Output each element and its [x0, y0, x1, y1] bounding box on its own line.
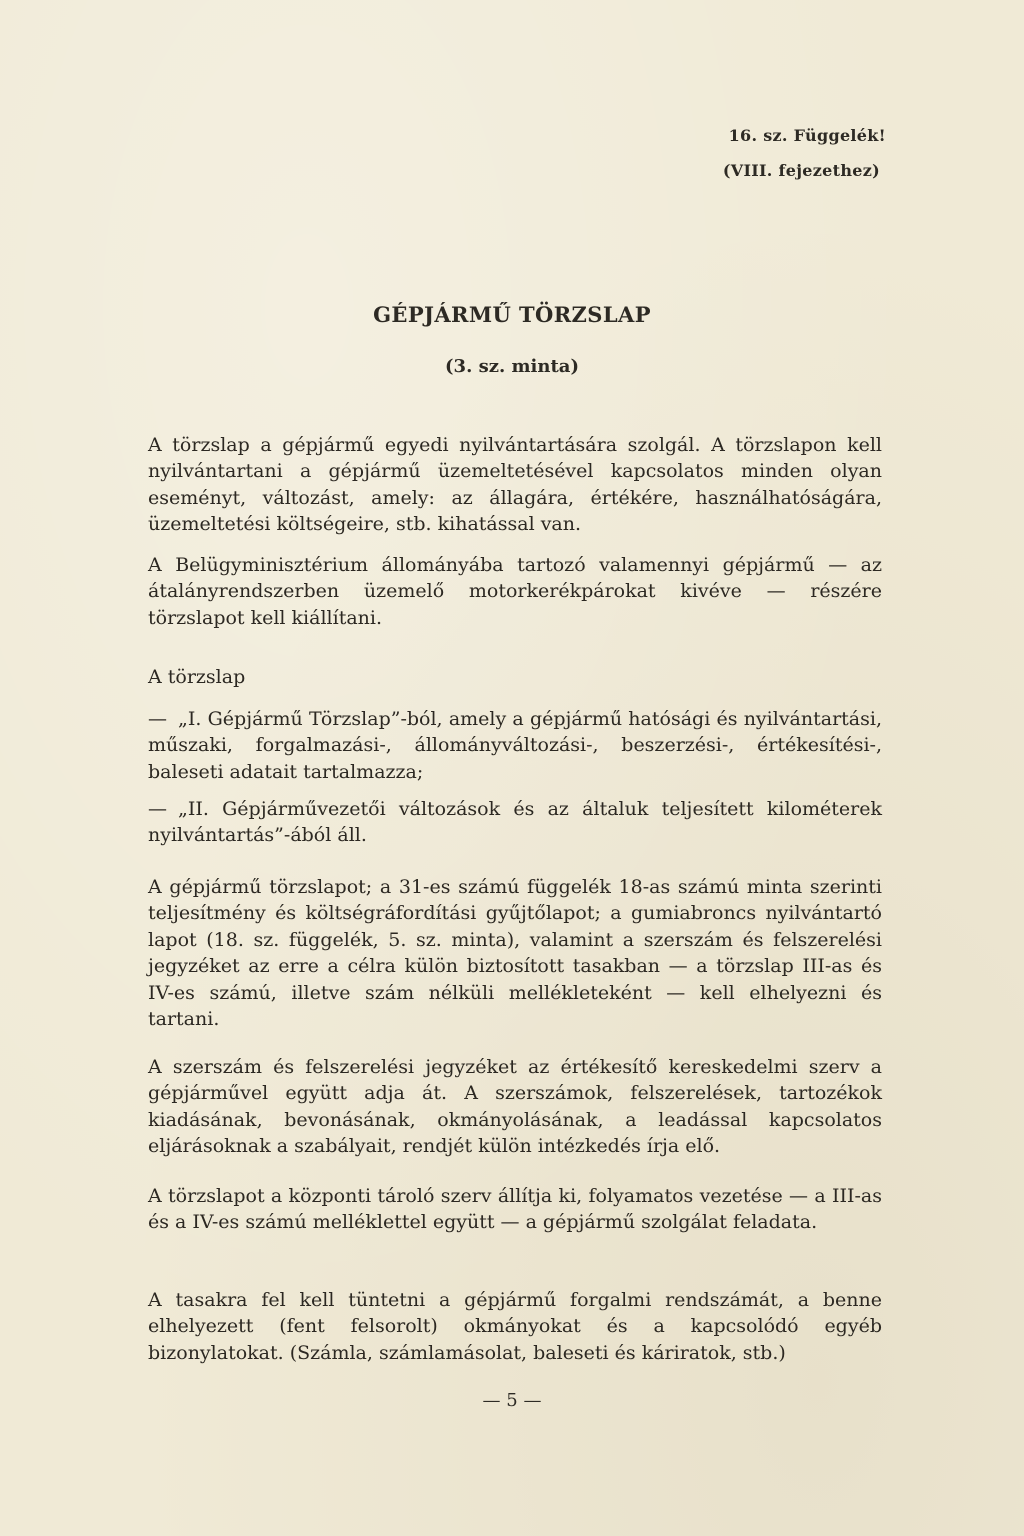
document-title: GÉPJÁRMŰ TÖRZSLAP	[373, 302, 651, 327]
paragraph-purpose	[148, 432, 882, 538]
chapter-reference: (VIII. fejezethez)	[722, 161, 880, 180]
appendix-reference: 16. sz. Függelék!	[728, 126, 886, 145]
paragraph-text: A Belügyminisztérium állományába tartozó valamennyi gépjármű — az átalányrendszerben üzemelő motorkerékpárokat kivéve — részére törzslapot kell kiállítani.	[148, 554, 882, 629]
paragraph-text: A törzslapot a központi tároló szerv állítja ki, folyamatos vezetése — a III-as és a IV-es számú melléklettel együtt — a gépjármű szolgálat feladata.	[148, 1185, 882, 1234]
paragraph-issuance	[148, 1183, 882, 1236]
paragraph-storage	[148, 874, 882, 1032]
paragraph-list-intro	[148, 664, 882, 690]
list-item-text: „I. Gépjármű Törzslap”-ból, amely a gépjármű hatósági és nyilvántartási, műszaki, forgalmazási-, állományváltozási-, beszerzési-, értékesítési-, baleseti adatait tartalmazza;	[148, 708, 882, 783]
document-subtitle: (3. sz. minta)	[445, 356, 579, 377]
list-item	[148, 796, 882, 849]
list-dash: —	[148, 798, 167, 820]
list-dash: —	[148, 708, 167, 730]
list-item	[148, 706, 882, 785]
paragraph-envelope	[148, 1287, 882, 1366]
paragraph-scope	[148, 552, 882, 631]
paragraph-text: A tasakra fel kell tüntetni a gépjármű forgalmi rendszámát, a benne elhelyezett (fent felsorolt) okmányokat és a kapcsolódó egyéb bizonylatokat. (Számla, számlamásolat, baleseti és káriratok, stb.)	[148, 1289, 882, 1364]
paragraph-text: A törzslap	[148, 666, 246, 688]
list-item-text: „II. Gépjárművezetői változások és az általuk teljesített kilométerek nyilvántartás”-ából áll.	[148, 798, 882, 847]
paragraph-tools	[148, 1054, 882, 1160]
paragraph-text: A szerszám és felszerelési jegyzéket az értékesítő kereskedelmi szerv a gépjárművel együtt adja át. A szerszámok, felszerelések, tartozékok kiadásának, bevonásának, okmányolásának, a leadással kapcsolatos eljárásoknak a szabályait, rendjét külön intézkedés írja elő.	[148, 1056, 882, 1158]
paragraph-text: A gépjármű törzslapot; a 31-es számú függelék 18-as számú minta szerinti teljesítmény és költségráfordítási gyűjtőlapot; a gumiabroncs nyilvántartó lapot (18. sz. függelék, 5. sz. minta), valamint a szerszám és felszerelési jegyzéket az erre a célra külön biztosított tasakban — a törzslap III-as és IV-es számú, illetve szám nélküli mellékleteként — kell elhelyezni és tartani.	[148, 876, 882, 1031]
page-number: — 5 —	[482, 1390, 542, 1411]
paragraph-text: A törzslap a gépjármű egyedi nyilvántartására szolgál. A törzslapon kell nyilvántartani a gépjármű üzemeltetésével kapcsolatos minden olyan eseményt, változást, amely: az állagára, értékére, használhatóságára, üzemeltetési költségeire, stb. kihatással van.	[148, 434, 882, 536]
